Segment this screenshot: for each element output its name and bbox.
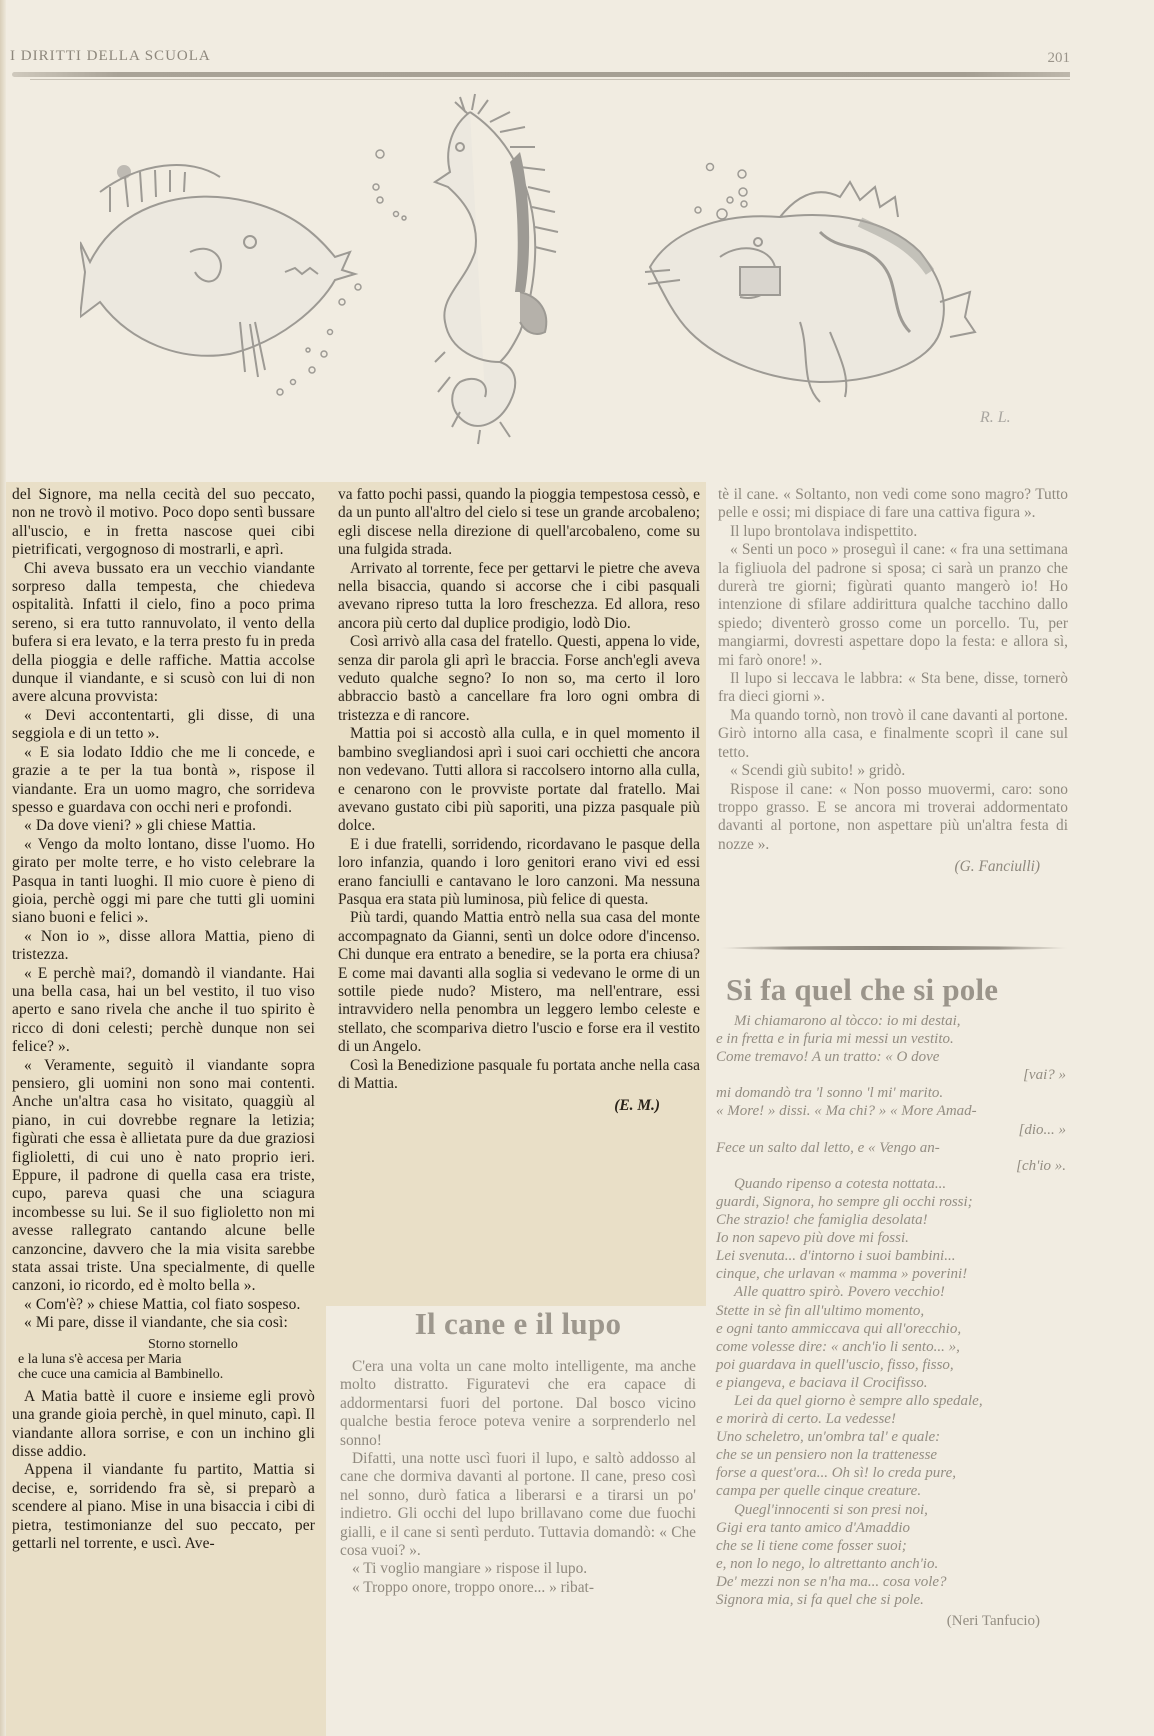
story1-middle-column	[338, 486, 700, 1116]
paragraph: « Scendi giù subito! » gridò.	[730, 762, 906, 780]
poem-line: e in fretta e in furia mi messi un vestito.	[716, 1031, 954, 1048]
paragraph: tè il cane. « Soltanto, non vedi come sono magro? Tutto pelle e ossi; mi dispiace di fare una cattiva figura ».	[718, 486, 1068, 522]
page-number: 201	[1047, 50, 1070, 66]
paragraph: Il lupo brontolava indispettito.	[730, 522, 918, 540]
poem-line: De' mezzi non se n'ha ma... cosa vole?	[716, 1573, 947, 1590]
paragraph: « Veramente, seguitò il viandante sopra pensiero, gli uomini non sono mai contenti. Anche un'altra casa ho visitato, quaggiù al piano, in cui dovrebbe regnare la letizia; figùrati che essa è allietata pure da due graziosi figlioletti, di cui uno è nato proprio ieri. Eppure, il padrone di quella casa era triste, cupo, pareva quasi che una sciagura incombesse su lui. Se il suo figlioletto non mi avesse rallegrato cantando alcune belle canzoncine, davvero che la mia visita sarebbe stata assai triste. Una specialmente, di quelle canzoni, io ricordo, ed è molto bella ».	[12, 1056, 315, 1295]
paragraph: Così arrivò alla casa del fratello. Questi, appena lo vide, senza dir parola gli aprì le braccia. Forse anch'egli aveva veduto qualche segno? Io non so, ma certo il loro abbraccio bastò a cancellare fra loro ogni ombra di tristezza e di rancore.	[338, 633, 700, 724]
fish-left-drawing	[80, 165, 355, 377]
paragraph: Mattia poi si accostò alla culla, e in quel momento il bambino svegliandosi aprì i suoi cari occhietti che ancora non vedevano. Tutti allora si raccolsero intorno alla culla, e cenarono con le provviste portate dal fratello. Mai avevano gustato cibi più saporiti, una pizza pasquale più dolce.	[338, 725, 700, 835]
paragraph: va fatto pochi passi, quando la pioggia tempestosa cessò, e da un punto all'altro del cielo si tese un grande arcobaleno; egli discese nella direzione di quell'arcobaleno, come su una fulgida strada.	[338, 486, 700, 559]
poem-line: Mi chiamarono al tòcco: io mi destai,	[734, 1013, 961, 1029]
page-header	[10, 44, 1070, 74]
paragraph: « Vengo da molto lontano, disse l'uomo. Ho girato per molte terre, e ho visto celebrare la Pasqua in tanti luoghi. Il mio cuore è pieno di gioia, perchè oggi mi pare che tutti gli uomini siano buoni e felici ».	[12, 835, 315, 927]
illustrator-signature: R. L.	[980, 409, 1011, 426]
poem-line: [vai? »	[1023, 1067, 1066, 1084]
poem-line: [dio... »	[1018, 1121, 1066, 1138]
story2-title: Il cane e il lupo	[414, 1306, 622, 1341]
poem-line: campa per quelle cinque creature.	[716, 1483, 922, 1500]
poem-line: Quegl'innocenti si son presi noi,	[734, 1501, 928, 1518]
poem-line: e piangeva, e baciava il Crocifisso.	[716, 1374, 928, 1391]
story2-section	[330, 1306, 706, 1596]
story2-signature: (G. Fanciulli)	[954, 858, 1040, 876]
poem-line: forse a quest'ora... Oh sì! lo creda pure,	[716, 1465, 956, 1482]
story1-signature: (E. M.)	[614, 1097, 660, 1115]
sea-creatures-illustration	[80, 92, 1080, 482]
poem-line: mi domandò tra 'l sonno 'l mi' marito.	[716, 1085, 944, 1102]
poem-lines	[716, 1012, 1070, 1609]
poem-line: Quando ripenso a cotesta nottata...	[734, 1175, 947, 1192]
story2-right-column	[718, 486, 1068, 877]
story1-left-column	[12, 486, 315, 1553]
poem-line: Stette in sè fin all'ultimo momento,	[716, 1302, 925, 1319]
poem-line: Alle quattro spirò. Povero vecchio!	[734, 1284, 945, 1301]
poem-line: Io non sapevo più dove mi fossi.	[716, 1230, 909, 1247]
paragraph: « Devi accontentarti, gli disse, di una seggiola e di un tetto ».	[12, 706, 315, 743]
song-line: Storno stornello	[148, 1336, 238, 1352]
poem-line: Lei da quel giorno è sempre allo spedale,	[734, 1392, 983, 1409]
fish-right-drawing	[645, 182, 975, 402]
poem-line: cinque, che urlavan « mamma » poverini!	[716, 1266, 968, 1283]
paragraph: C'era una volta un cane molto intelligente, ma anche molto distratto. Figuratevi che era capace di addormentarsi fuori del portone. Dal bosco vicino qualche bestia feroce poteva venire a sorprenderlo nel sonno!	[340, 1358, 696, 1449]
paragraph: « Non io », disse allora Mattia, pieno di tristezza.	[12, 927, 315, 964]
paragraph: Così la Benedizione pasquale fu portata anche nella casa di Mattia.	[338, 1056, 700, 1092]
paragraph: Il lupo si leccava le labbra: « Sta bene, disse, tornerò fra dieci giorni ».	[718, 670, 1068, 706]
poem-line: Che strazio! che famiglia desolata!	[716, 1212, 928, 1229]
paragraph: « Ti voglio mangiare » rispose il lupo.	[352, 1560, 588, 1578]
poem-line: Come tremavo! A un tratto: « O dove	[716, 1049, 940, 1066]
song-verse	[18, 1337, 315, 1382]
poem-line: « More! » dissi. « Ma chi? » « More Amad-	[716, 1103, 977, 1120]
poem-line: Gigi era tanto amico d'Amaddio	[716, 1519, 911, 1536]
poem-line: che se li tiene come fosser suoi;	[716, 1537, 907, 1554]
journal-title: I DIRITTI DELLA SCUOLA	[10, 48, 211, 64]
paragraph: « E perchè mai?, domandò il viandante. Hai una bella casa, hai un bel vestito, il tuo viso aperto e sano rivela che anche il tuo spirito è ricco di doni celesti; perchè dunque non sei felice? ».	[12, 964, 315, 1056]
poem-title: Si fa quel che si pole	[726, 972, 999, 1007]
song-line: e la luna s'è accesa per Maria	[18, 1351, 182, 1367]
header-rule	[12, 72, 1070, 77]
poem-line: e, non lo nego, lo altrettanto anch'io.	[716, 1555, 939, 1572]
paragraph: A Matia battè il cuore e insieme egli provò una grande gioia perchè, in quel minuto, capì. Il viandante allora sorrise, e con un inchino gli disse addio.	[12, 1387, 315, 1460]
paragraph: Più tardi, quando Mattia entrò nella sua casa del monte accompagnato da Gianni, sentì un dolce odore d'incenso. Chi dunque era entrato a benedire, se la porta era chiusa? E come mai davanti alla soglia si vedevano le orme di un sottile piede nudo? Mistero, ma nell'entrare, essi intravvidero nella penombra un leggero lembo celeste e stellato, che scompariva dietro l'uscio e forse era il vestito di un Angelo.	[338, 909, 700, 1056]
paragraph: « E sia lodato Iddio che me li concede, e grazie a te per la tua bontà », rispose il viandante. Era un uomo magro, che sorrideva spesso e guardava con occhi neri e profondi.	[12, 743, 315, 816]
poem-line: che se un pensiero non la trattenesse	[716, 1447, 938, 1464]
paragraph: « Mi pare, disse il viandante, che sia così:	[24, 1314, 288, 1332]
poem-line: poi guardava in quell'uscio, fisso, fisso,	[716, 1356, 954, 1373]
paragraph: E i due fratelli, sorridendo, ricordavano le pasque della loro infanzia, quando i loro genitori erano vivi ed essi erano fanciulli e cantavano le loro canzoni. Ma nessuna Pasqua era stata più luminosa, più felice di questa.	[338, 835, 700, 908]
song-line: che cuce una camicia al Bambinello.	[18, 1366, 224, 1382]
section-divider	[720, 946, 1068, 950]
paragraph: Appena il viandante fu partito, Mattia si decise, e, sorridendo fra sè, si preparò a scendere al piano. Mise in una bisaccia i cibi di pietra, testimonianze del suo peccato, per gettarli nel torrente, e uscì. Ave-	[12, 1461, 315, 1552]
poem-line: Signora mia, si fa quel che si pole.	[716, 1592, 924, 1608]
poem-line: Lei svenuta... d'intorno i suoi bambini...	[716, 1248, 956, 1265]
paragraph: « Da dove vieni? » gli chiese Mattia.	[24, 817, 257, 835]
paragraph: Ma quando tornò, non trovò il cane davanti al portone. Girò intorno alla casa, e finalmente scoprì il cane sul tetto.	[718, 706, 1068, 761]
paragraph: del Signore, ma nella cecità del suo peccato, non ne trovò il motivo. Poco dopo sentì bussare all'uscio, e in fretta nascose quei cibi pietrificati, vergognoso di mostrarli, e aprì.	[12, 486, 315, 559]
poem-line: [ch'io ».	[1016, 1157, 1066, 1174]
poem-line: come volesse dire: « anch'io li sento... »,	[716, 1338, 960, 1355]
paragraph: « Senti un poco » proseguì il cane: « fra una settimana la figliuola del padrone si sposa; ci sarà un pranzo che durerà tre giorni; figùrati quanto mangerò io! Ho intenzione di sfilare addirittura qualche tacchino dallo spiedo; diventerò grosso come un porcello. Tu, per mangiarmi, dovresti aspettare dopo la festa: e allora sì, mi farò onore! ».	[718, 541, 1068, 669]
header-rule-thin	[30, 79, 1070, 80]
poem-line: Uno scheletro, un'ombra tal' e quale:	[716, 1429, 941, 1446]
poem-line: e morirà di certo. La vedesse!	[716, 1411, 896, 1428]
poem-section	[716, 972, 1070, 1630]
poem-line: guardi, Signora, ho sempre gli occhi rossi;	[716, 1193, 973, 1210]
story2-middle-column	[340, 1358, 696, 1597]
paragraph: Chi aveva bussato era un vecchio viandante sorpreso dalla tempesta, che chiedeva ospitalità. Infatti il cielo, fino a poco prima sereno, si era tutto rannuvolato, il vento della bufera si era levato, e la terra presto fu in preda della pioggia e delle raffiche. Mattia accolse dunque il viandante, e si scusò con lui di non avere alcuna provvista:	[12, 559, 315, 706]
paragraph: Difatti, una notte uscì fuori il lupo, e saltò addosso al cane che dormiva davanti al portone. Il cane, preso così nel sonno, durò fatica a liberarsi e a tirarsi un po' indietro. Gli occhi del lupo brillavano come due fuochi gialli, e il cane si sentì perduto. Tuttavia domandò: « Che cosa vuoi? ».	[340, 1450, 696, 1560]
paragraph: « Troppo onore, troppo onore... » ribat-	[352, 1578, 594, 1596]
poem-line: Fece un salto dal letto, e « Vengo an-	[716, 1139, 940, 1156]
poem-signature: (Neri Tanfucio)	[946, 1613, 1040, 1630]
paragraph: « Com'è? » chiese Mattia, col fiato sospeso.	[24, 1295, 301, 1313]
seahorse-drawing	[435, 94, 558, 444]
poem-line: e ogni tanto ammiccava qui all'orecchio,	[716, 1320, 962, 1337]
paragraph: Rispose il cane: « Non posso muovermi, caro: sono troppo grasso. E se ancora mi troverai addormentato davanti al portone, non aspettare più un'altra festa di nozze ».	[718, 780, 1068, 853]
paragraph: Arrivato al torrente, fece per gettarvi le pietre che aveva nella bisaccia, quando si accorse che i cibi pasquali avevano ripreso tutta la loro freschezza. Ed allora, reso ancora più certo dal duplice prodigio, lodò Dio.	[338, 559, 700, 632]
